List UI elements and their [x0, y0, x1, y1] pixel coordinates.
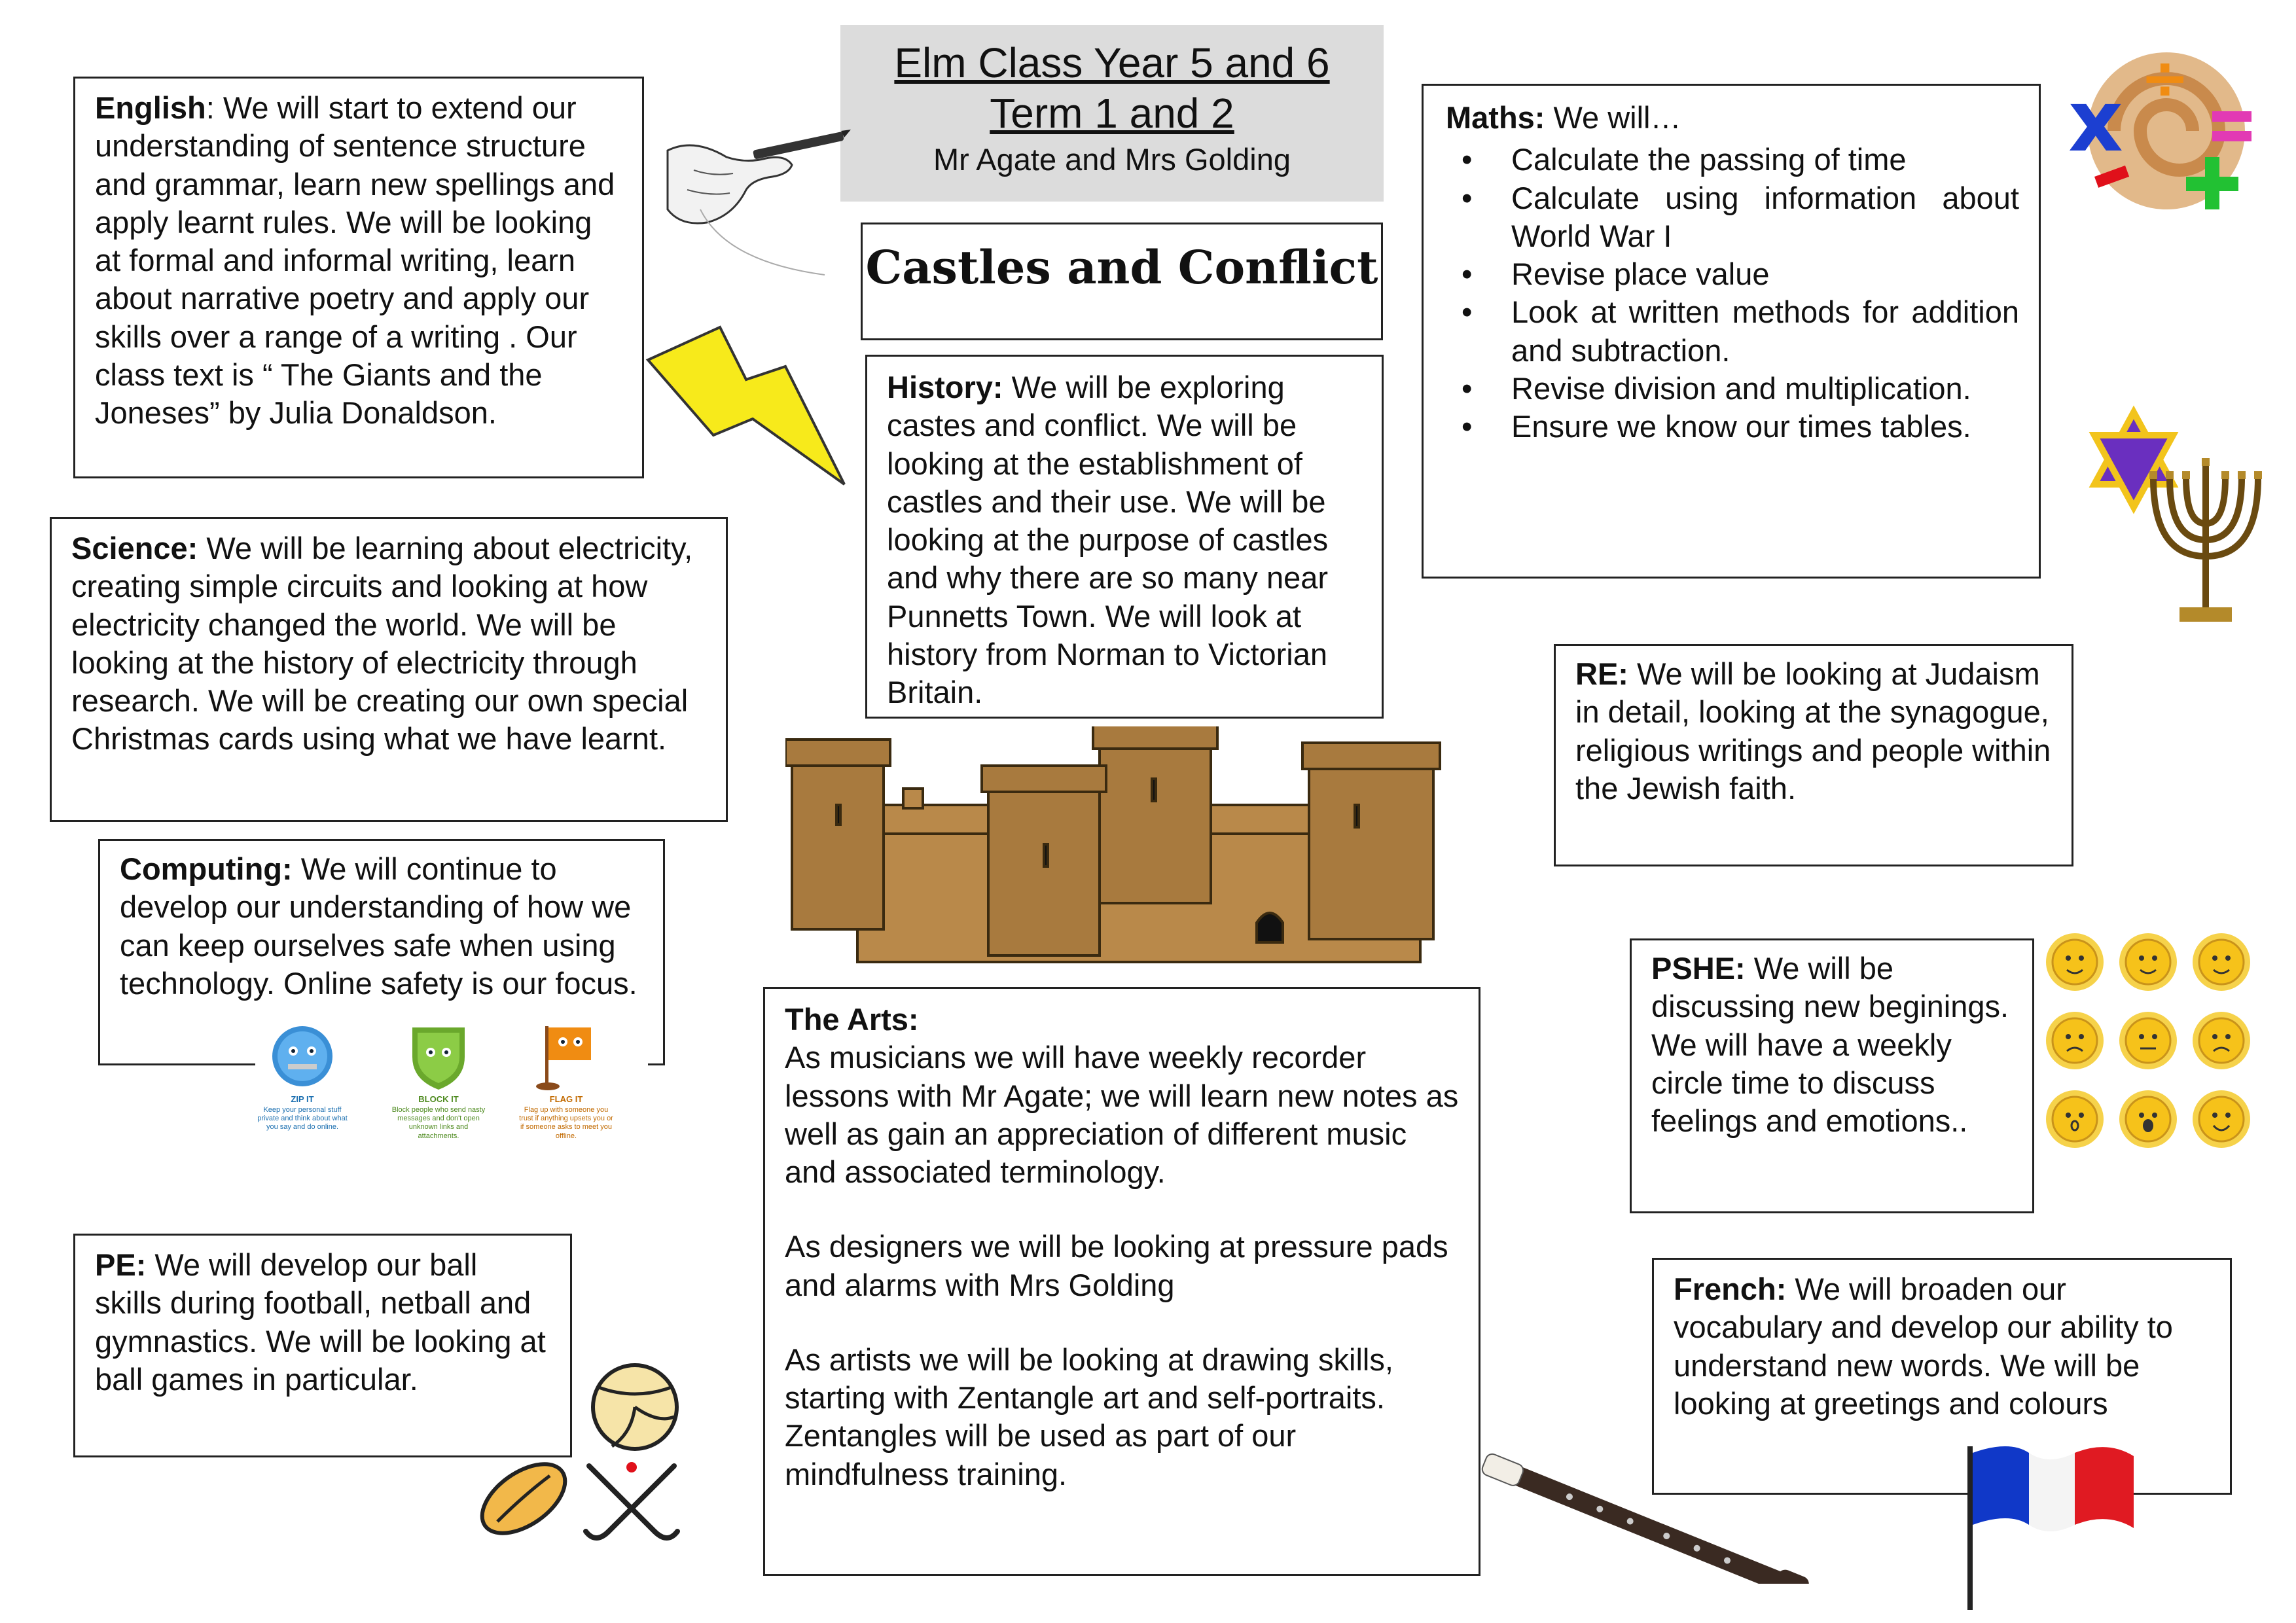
flag-it-text: Flag up with someone you trust if anything upsets you or if someone asks to meet you offline. — [519, 1106, 613, 1140]
maths-heading: Maths: — [1446, 100, 1545, 135]
re-heading: RE: — [1575, 656, 1628, 691]
french-flag-icon — [1957, 1427, 2153, 1616]
pshe-heading: PSHE: — [1651, 951, 1746, 986]
maths-box — [1422, 84, 2041, 579]
hand-pencil-icon — [655, 111, 851, 281]
history-box — [865, 355, 1384, 719]
maths-symbols-icon — [2055, 39, 2265, 229]
computing-text: We will continue to develop our understanding of how we can keep ourselves safe when using technology. Online safety is our focus. — [120, 851, 637, 1001]
zip-it-label: ZIP IT — [291, 1094, 314, 1104]
recorder-icon — [1473, 1433, 1833, 1584]
zip-it-icon — [270, 1024, 335, 1089]
title-line1: Elm Class Year 5 and 6 — [894, 39, 1330, 86]
list-item: • Look at written methods for addition and subtraction. — [1511, 293, 2019, 370]
block-it-icon — [406, 1021, 471, 1093]
title-box — [840, 25, 1384, 202]
science-box — [50, 517, 728, 822]
teachers: Mr Agate and Mrs Golding — [933, 141, 1291, 177]
english-heading: English — [95, 90, 206, 125]
history-heading: History: — [887, 370, 1003, 404]
french-text: We will broaden our vocabulary and develop our ability to understand new words. We will be looking at greetings and colours — [1674, 1272, 2173, 1421]
online-safety-poster — [255, 1008, 648, 1191]
list-item: • Calculate using information about World War I — [1511, 179, 2019, 256]
svg-text:x: x — [2068, 71, 2123, 171]
flag-it-icon — [533, 1021, 599, 1093]
list-item: • Revise division and multiplication. — [1511, 370, 2019, 408]
science-heading: Science: — [71, 531, 198, 565]
maths-list — [1446, 141, 2019, 446]
maths-intro: We will… — [1545, 100, 1681, 135]
flag-it-label: FLAG IT — [549, 1094, 583, 1104]
zip-it-text: Keep your personal stuff private and think about what you say and do online. — [257, 1106, 348, 1132]
english-box — [73, 77, 644, 478]
re-text: We will be looking at Judaism in detail, looking at the synagogue, religious writings and people within the Jewish faith. — [1575, 656, 2051, 806]
english-text: : We will start to extend our understanding of sentence structure and grammar, learn new spellings and apply learnt rules. We will be looking at formal and informal writing, learn about narrative poetry and apply our skills over a range of a writing . Our class text is “ The Giants and the Joneses” by Julia Donaldson. — [95, 90, 615, 431]
arts-heading: The Arts: — [785, 1002, 919, 1037]
computing-heading: Computing: — [120, 851, 293, 886]
block-it-label: BLOCK IT — [418, 1094, 459, 1104]
castle-icon — [785, 726, 1492, 969]
list-item: • Calculate the passing of time — [1511, 141, 2019, 179]
arts-para1: As musicians we will have weekly recorder lessons with Mr Agate; we will learn new notes as well as gain an appreciation of different music and associated terminology. — [785, 1040, 1459, 1190]
re-box — [1554, 644, 2073, 866]
rugby-ball-icon — [471, 1456, 576, 1541]
hockey-sticks-icon — [576, 1453, 687, 1551]
history-text: We will be exploring castes and conflict. We will be looking at the establishment of castles and their use. We will be looking at the purpose of castles and why there are so many near Punnetts Town. We will look at history from Norman to Victorian Britain. — [887, 370, 1329, 710]
list-item: • Ensure we know our times tables. — [1511, 408, 2019, 446]
pe-text: We will develop our ball skills during football, netball and gymnastics. We will be looking at ball games in particular. — [95, 1247, 546, 1397]
topic-title: Castles and Conflict — [861, 223, 1383, 340]
emotion-faces-icon — [2042, 929, 2265, 1152]
arts-box — [763, 987, 1480, 1576]
pshe-text: We will be discussing new beginings. We will have a weekly circle time to discuss feelings and emotions.. — [1651, 951, 2009, 1139]
block-it-text: Block people who send nasty messages and don't open unknown links and attachments. — [391, 1106, 486, 1140]
french-heading: French: — [1674, 1272, 1787, 1306]
pe-box — [73, 1234, 572, 1457]
arts-para3: As artists we will be looking at drawing skills, starting with Zentangle art and self-portraits. Zentangles will be used as part of our mindfulness training. — [785, 1342, 1393, 1491]
svg-text:÷: ÷ — [2140, 44, 2190, 113]
pshe-box — [1630, 938, 2034, 1213]
volleyball-icon — [586, 1361, 684, 1453]
arts-para2: As designers we will be looking at pressure pads and alarms with Mrs Golding — [785, 1229, 1448, 1302]
title-line2: Term 1 and 2 — [990, 89, 1234, 137]
list-item: • Revise place value — [1511, 255, 2019, 293]
pe-heading: PE: — [95, 1247, 147, 1282]
lightning-bolt-icon — [641, 321, 851, 491]
star-of-david-menorah-icon — [2081, 399, 2278, 641]
science-text: We will be learning about electricity, creating simple circuits and looking at how electricity changed the world. We will be looking at the history of electricity through research. We will be creating our own special Christmas cards using what we have learnt. — [71, 531, 693, 757]
